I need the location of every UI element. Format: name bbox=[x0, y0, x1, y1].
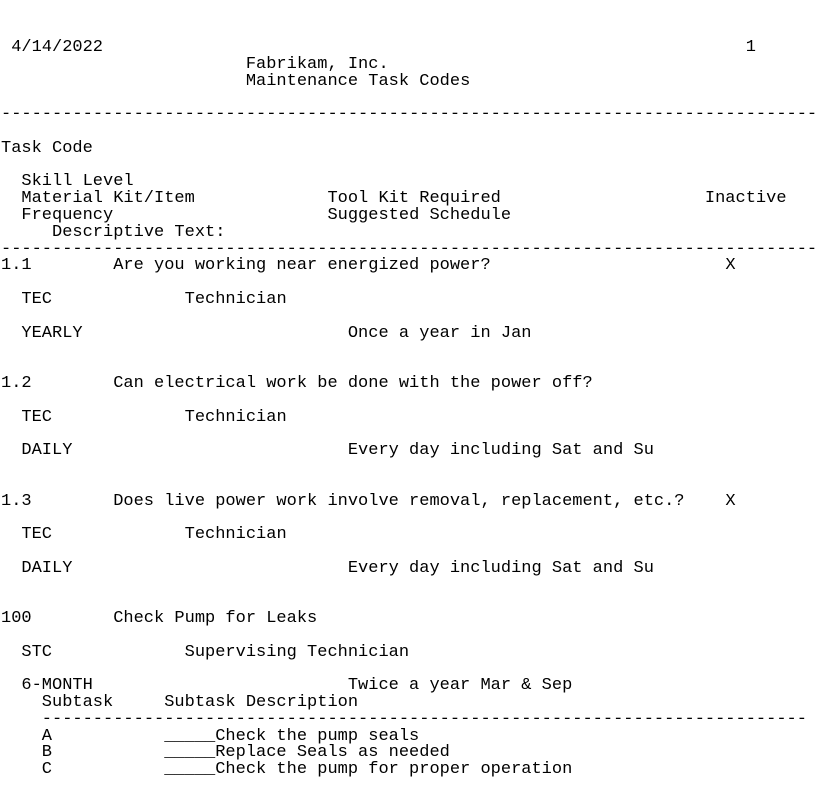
separator-line bbox=[1, 107, 825, 124]
report-title-line bbox=[1, 71, 825, 91]
skill-description: Technician bbox=[184, 289, 287, 309]
report-title: Maintenance Task Codes bbox=[245, 71, 471, 91]
subtask-row bbox=[1, 762, 825, 779]
skill-code: TEC bbox=[21, 525, 52, 545]
suggested-schedule: Every day including Sat and Su bbox=[347, 558, 654, 578]
subtask-description: _____Check the pump seals bbox=[164, 726, 420, 746]
separator-dashes: --------------------------------------------------------------------------- bbox=[41, 709, 807, 729]
subtask-id: A bbox=[41, 726, 52, 746]
task-row bbox=[1, 491, 825, 511]
suggested-schedule: Every day including Sat and Su bbox=[347, 441, 654, 461]
frequency-code: DAILY bbox=[21, 558, 73, 578]
blank-line bbox=[1, 460, 825, 477]
column-header-skill-level: Skill Level bbox=[21, 172, 134, 192]
blank-line bbox=[1, 578, 825, 595]
column-header-task-code: Task Code bbox=[1, 138, 93, 158]
company-name: Fabrikam, Inc. bbox=[245, 54, 389, 74]
skill-code: TEC bbox=[21, 407, 52, 427]
task-skill-row bbox=[1, 289, 825, 309]
skill-description: Supervising Technician bbox=[184, 642, 410, 662]
task-row bbox=[1, 258, 825, 275]
task-skill-row bbox=[1, 642, 825, 662]
column-header-suggested-schedule: Suggested Schedule bbox=[327, 205, 512, 225]
task-frequency-row bbox=[1, 323, 825, 343]
task-code: 1.1 bbox=[1, 256, 32, 276]
suggested-schedule: Once a year in Jan bbox=[347, 323, 532, 343]
blank-line bbox=[1, 510, 825, 527]
task-row bbox=[1, 611, 825, 628]
task-description: Are you working near energized power? bbox=[113, 256, 491, 276]
column-header-material-kit-item: Material Kit/Item bbox=[21, 189, 195, 209]
task-description: Does live power work involve removal, replacement, etc.? bbox=[113, 491, 685, 511]
frequency-code: YEARLY bbox=[21, 323, 83, 343]
column-header-tool-kit-required: Tool Kit Required bbox=[327, 189, 501, 209]
task-frequency-row bbox=[1, 678, 825, 695]
inactive-flag: X bbox=[725, 491, 736, 511]
print-date: 4/14/2022 bbox=[11, 38, 104, 57]
skill-description: Technician bbox=[184, 525, 287, 545]
task-description: Check Pump for Leaks bbox=[113, 609, 318, 629]
page-number: 1 bbox=[745, 38, 756, 57]
blank-line bbox=[1, 275, 825, 292]
frequency-code: DAILY bbox=[21, 441, 73, 461]
frequency-code: 6-MONTH bbox=[21, 676, 93, 696]
task-skill-row bbox=[1, 407, 825, 427]
suggested-schedule: Twice a year Mar & Sep bbox=[347, 676, 573, 696]
task-row bbox=[1, 373, 825, 393]
skill-code: STC bbox=[21, 642, 52, 662]
skill-description: Technician bbox=[184, 407, 287, 427]
blank-line bbox=[1, 477, 825, 494]
column-header-subtask: Subtask bbox=[41, 693, 114, 713]
column-header-frequency: Frequency bbox=[21, 205, 114, 225]
column-header-descriptive-text: Descriptive Text: bbox=[52, 222, 226, 242]
subtask-id: C bbox=[41, 760, 52, 780]
blank-line bbox=[1, 124, 825, 141]
task-skill-row bbox=[1, 527, 825, 544]
column-header-subtask-description: Subtask Description bbox=[164, 693, 359, 713]
column-header-task-code-line bbox=[1, 138, 825, 158]
blank-line bbox=[1, 393, 825, 410]
blank-line bbox=[1, 342, 825, 359]
inactive-flag: X bbox=[725, 256, 736, 276]
task-description: Can electrical work be done with the power off? bbox=[113, 373, 593, 393]
task-frequency-row bbox=[1, 443, 825, 460]
subtask-description: _____Check the pump for proper operation bbox=[164, 760, 573, 780]
subtask-id: B bbox=[41, 743, 52, 763]
header-date-page-line bbox=[1, 40, 825, 57]
separator-dashes: -------------------------------------------------------------------------------- bbox=[1, 239, 818, 259]
subtask-description: _____Replace Seals as needed bbox=[164, 743, 450, 763]
column-header-inactive: Inactive bbox=[704, 189, 787, 209]
blank-line bbox=[1, 628, 825, 645]
separator-dashes: -------------------------------------------------------------------------------- bbox=[1, 105, 818, 125]
task-code: 1.3 bbox=[1, 491, 32, 511]
task-code: 100 bbox=[1, 609, 32, 629]
skill-code: TEC bbox=[21, 289, 52, 309]
task-code: 1.2 bbox=[1, 373, 32, 393]
task-frequency-row bbox=[1, 558, 825, 578]
